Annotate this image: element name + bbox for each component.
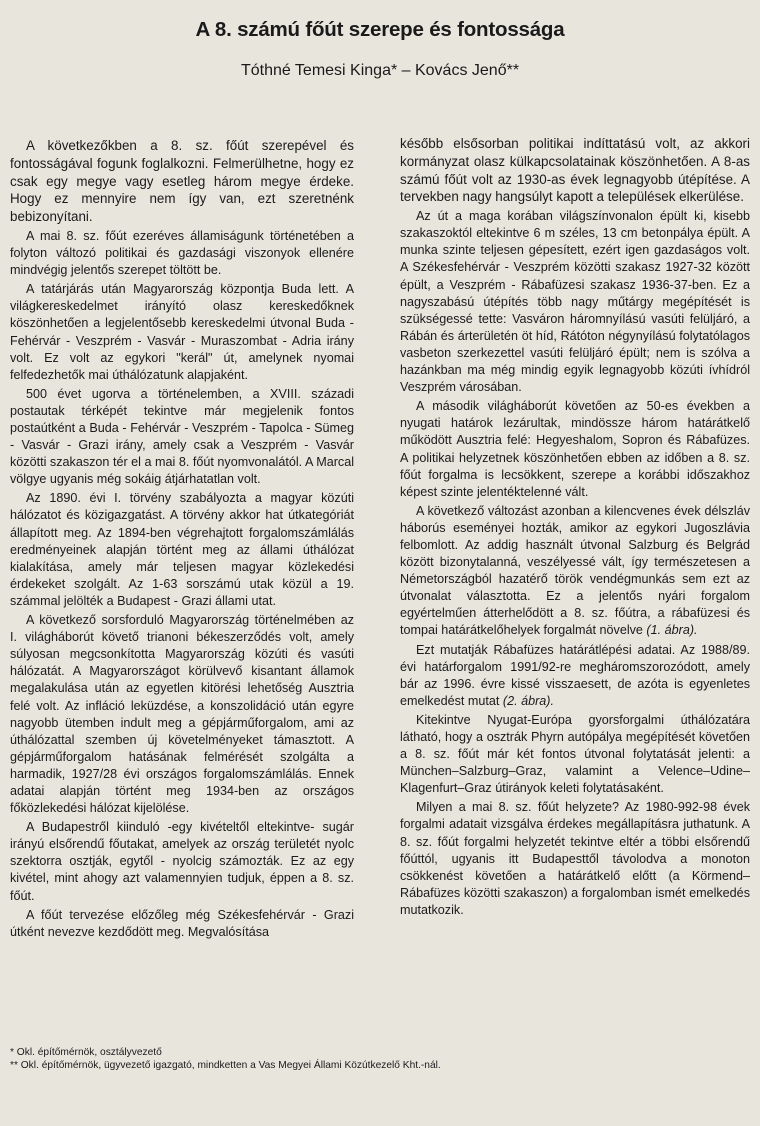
footnotes <box>10 1046 750 1072</box>
article-authors: Tóthné Temesi Kinga* – Kovács Jenő** <box>240 62 520 79</box>
left-column <box>10 137 354 943</box>
paragraph: A második világháborút követően az 50-es években a nyugati határok lezárultak, mindössze három határátkelő működött Ausztria felé: Hegyeshalom, Sopron és Rábafüzes. A politikai helyzetnek köszönhetően ebben az időben a 8. sz. főút forgalma is lecsökkent, szerepe a korábbi időszakhoz képest szinte jelentéktelenné vált. <box>400 399 750 499</box>
paragraph: A mai 8. sz. főút ezeréves államiságunk történetében a folyton változó politikai és gazdasági viszonyok ellenére mindvégig jelentős szerepet töltött be. <box>10 228 354 278</box>
paragraph <box>400 503 750 640</box>
right-column <box>400 135 750 921</box>
paragraph: Kitekintve Nyugat-Európa gyorsforgalmi úthálózatára látható, hogy a osztrák Phyrn autópálya megépítését követően a 8. sz. főút már két fontos útvonal folytatását jelenti: a München–Salzburg–Graz, valamint a Velence–Udine–Klagenfurt–Graz útirányok keleti folytatásaként. <box>400 712 750 796</box>
paragraph <box>400 642 750 710</box>
footnote: ** Okl. építőmérnök, ügyvezető igazgató, mindketten a Vas Megyei Állami Közútkezelő Kht.-nál. <box>10 1060 441 1071</box>
article-title: A 8. számú főút szerepe és fontossága <box>195 18 565 41</box>
paragraph: 500 évet ugorva a történelemben, a XVIII. századi postautak térképét tekintve már megjelenik fontos postaútként a Buda - Fehérvár - Veszprém - Tapolca - Sümeg - Vasvár - Grazi irány, amely csak a Veszprém - Vasvár közötti szakaszon tér el a mai 8. főút nyomvonalától. A Marcal völgye ugyanis még sokáig átjárhatatlan volt. <box>10 386 354 487</box>
paragraph: A következőkben a 8. sz. főút szerepével és fontosságával fogunk foglalkozni. Felmerülhetne, hogy ez csak egy megye vagy esetleg három megye érdeke. Hogy ez mennyire nem így van, ezt szeretnénk bebizonyítani. <box>10 138 354 225</box>
paragraph: később elsősorban politikai indíttatású volt, az akkori kormányzat olasz külkapcsolatainak köszönhetően. A 8-as számú főút volt az 1930-as évek legnagyobb útépítése. A tervekben nagy hangsúlyt kapott a települések elkerülése. <box>400 136 750 205</box>
paragraph-text: A következő változást azonban a kilencvenes évek délszláv háborús eseményei hozták, amikor az egykori Jugoszlávia felbomlott. Az addig használt útvonal Salzburg és Belgrád között bizonytalanná, veszélyessé vált, így természetesen a Németországból hazatérő török vendégmunkás sem ezt az útvonalat választotta. Ez a jelentős nyári forgalom egyértelműen átterhelődött a 8. sz. főútra, a rábafüzesi és tompai határátkelőhelyek forgalmát növelve <box>400 503 750 638</box>
figure-reference: (2. ábra). <box>502 693 555 708</box>
paragraph: A Budapestről kiinduló -egy kivételtől eltekintve- sugár irányú elsőrendű főutakat, amelyek az ország területét nyolc szektorra osztják, egytől - nyolcig számozták. Ez az egy kivétel, mint ahogy azt valamennyien tudjuk, éppen a 8. sz. főút. <box>10 820 354 903</box>
paragraph: A tatárjárás után Magyarország központja Buda lett. A világkereskedelmet irányító olasz kereskedőknek köszönhetően a legjelentősebb kereskedelmi útvonal Buda - Fehérvár - Veszprém - Vasvár - Muraszombat - Adria irány volt. Ez volt az egykori "kerál" út, amelynek nyomai felfedezhetők mai úthálózatunk alapjaként. <box>10 282 354 382</box>
paragraph-text: Ezt mutatják Rábafüzes határátlépési adatai. Az 1988/89. évi határforgalom 1991/92-re megháromszorozódott, amely bár az 1996. évre kissé visszaesett, de azóta is egyenletes emelkedést mutat <box>400 642 750 708</box>
paragraph: Az 1890. évi I. törvény szabályozta a magyar közúti hálózatot és közigazgatást. A törvény akkor hat útkategóriát állapított meg. Az 1894-ben végrehajtott forgalomszámlálás eredményeinek alapján történt meg az állami úthálózat kialakítása, amely már teljesen magyar közlekedési érdekeket szolgált. Az 1-63 sorszámú utak közül a 19. számmal jelölték a Budapest - Grazi állami utat. <box>10 491 354 608</box>
paragraph: Az út a maga korában világszínvonalon épült ki, kisebb szakaszoktól eltekintve 6 m széles, 13 cm betonpálya épült. A munka szinte teljesen gépesített, ezért igen gazdaságos volt. A Székesfehérvár - Veszprém közötti szakasz 1927-32 között épült, a Veszprém - Rábafüzesi szakasz 1936-37-ben. Ez a nagyszabású útépítés több nagy műtárgy megépítését is szükségessé tette: Vasváron háromnyílású vasúti felüljáró, a Rábán és árterületén öt híd, Rátóton négynyílású folytatólagos vasbeton szerkezettel vasúti felüljáró épült; nem is szólva a hazánkban ma még mindig egyik legnagyobb közúti ívhídról Veszprém városában. <box>400 209 750 395</box>
paragraph: A következő sorsforduló Magyarország történelmében az I. világháborút követő trianoni békeszerződés volt, amely súlyosan megcsonkította Magyarország közúti és vasúti hálózatát. A Magyarországot körülvevő kisantant államok megalakulása után az egyetlen kitörési lehetőség Ausztria felé volt. Az infláció leküzdése, a konszolidáció után egyre nagyobb ütemben indult meg a gépjárműforgalom, ami az úthálózattal szemben új követelményeket támasztott. A gépjárműforgalom hatásának felmérését szolgálta a harmadik, 1927/28 évi országos forgalomszámlálás. Ennek adatai alapján történt meg 1934-ben az országos főközlekedési hálózat kijelölése. <box>10 613 354 816</box>
paragraph: Milyen a mai 8. sz. főút helyzete? Az 1980-992-98 évek forgalmi adatait vizsgálva érdekes megállapításra juthatunk. A 8. sz. főút forgalmi helyzetét tekintve eltér a többi elsőrendű főúttól, ugyanis itt Budapesttől távolodva a monoton csökkenést követően a határátkelő előtt (a Körmend–Rábafüzes közötti szakaszon) a forgalomban ismét emelkedés mutatkozik. <box>400 800 750 917</box>
paragraph: A főút tervezése előzőleg még Székesfehérvár - Grazi útként nevezve kezdődött meg. Megvalósítása <box>10 907 354 939</box>
figure-reference: (1. ábra). <box>646 623 698 638</box>
footnote: * Okl. építőmérnök, osztályvezető <box>10 1047 162 1058</box>
